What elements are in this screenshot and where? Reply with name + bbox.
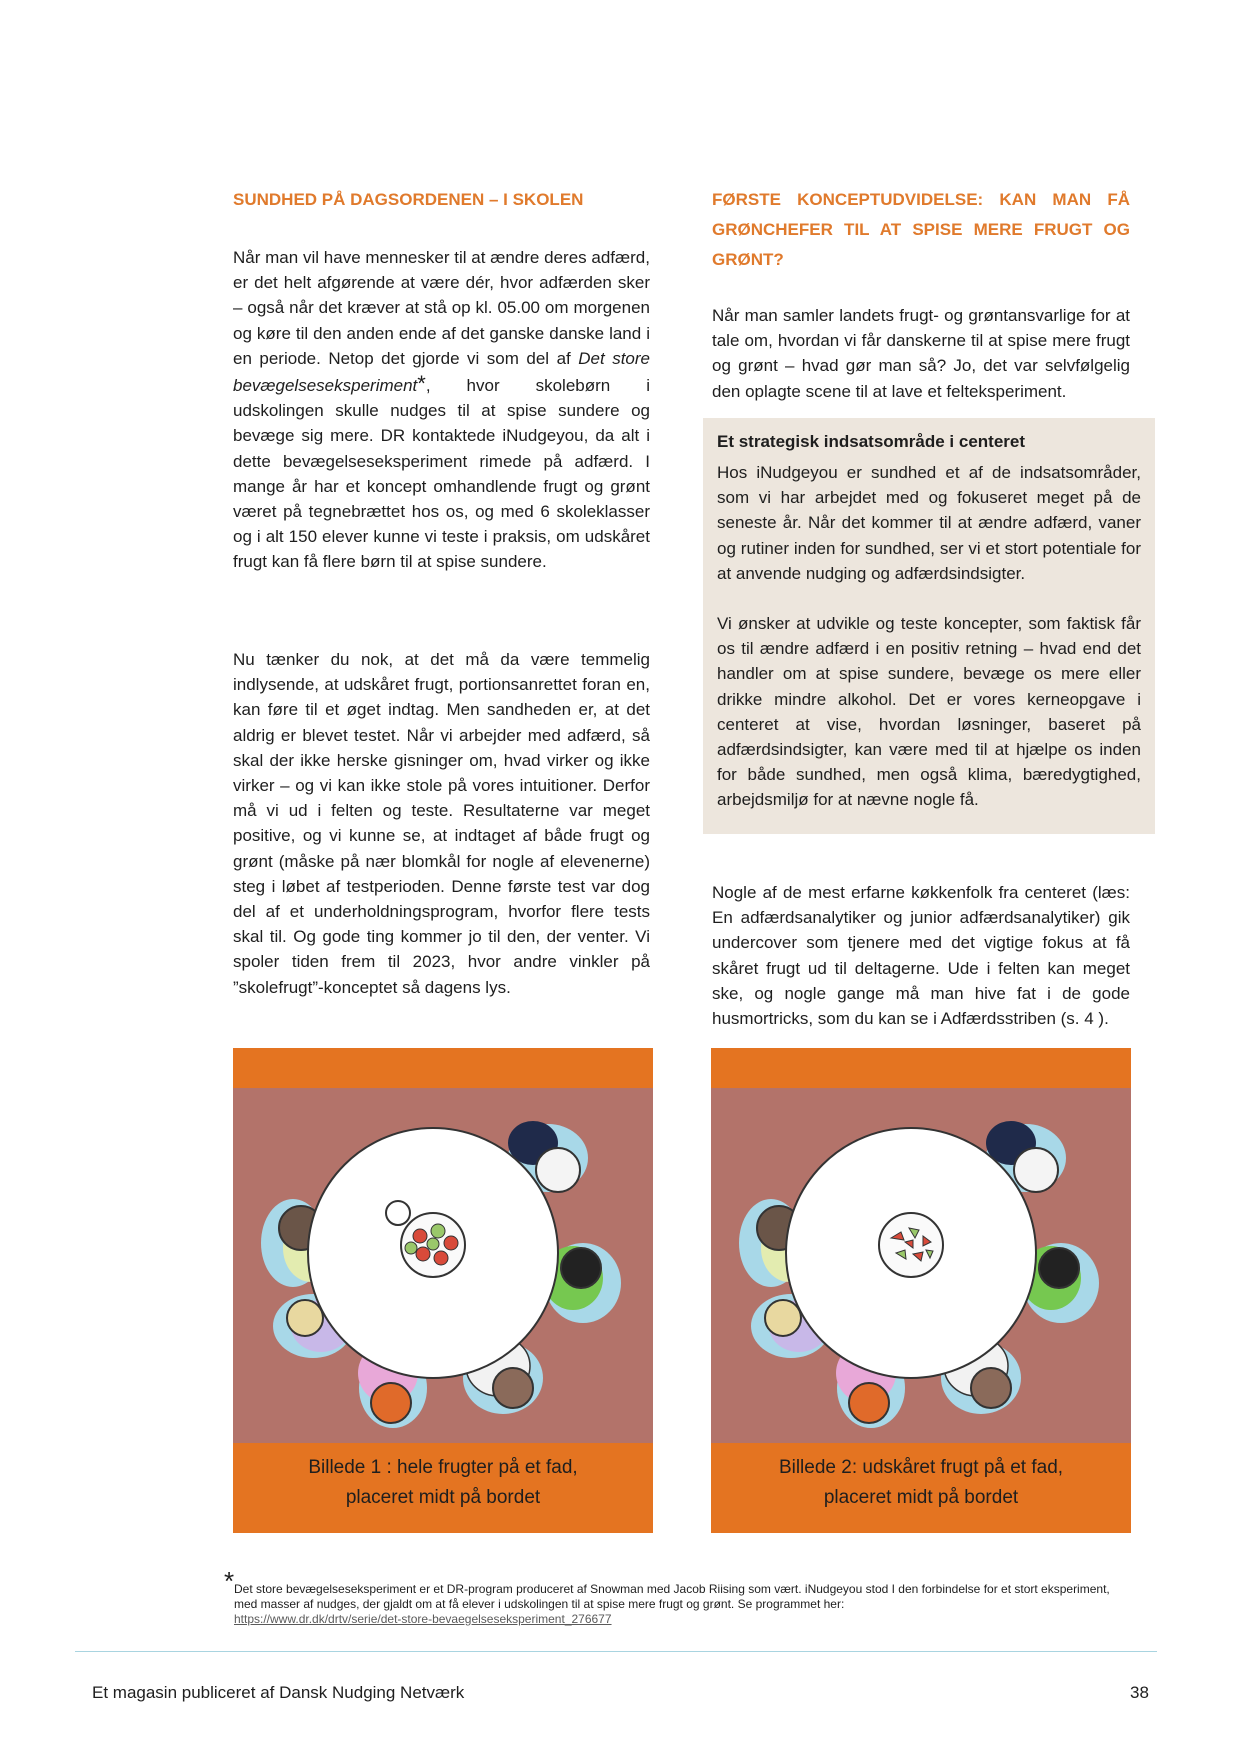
left-paragraph-1-part-a: Når man vil have mennesker til at ændre deres adfærd, er det helt afgørende at være dér, hvor adfærden sker – også når det kræver at stå op kl. 05.00 om morgenen og køre til den anden ende af det ganske danske land i en periode. Netop det gjorde vi som del af bbox=[233, 248, 650, 368]
illustration-2-caption-line-1: Billede 2: udskåret frugt på et fad, bbox=[778, 1457, 1064, 1478]
round-table-cut-fruit-illustration bbox=[711, 1088, 1131, 1443]
right-heading: FØRSTE KONCEPTUDVIDELSE: KAN MAN FÅ GRØNCHEFER TIL AT SPISE MERE FRUGT OG GRØNT? bbox=[712, 190, 1130, 269]
illustration-1 bbox=[233, 1048, 653, 1533]
illustration-1-caption bbox=[233, 1453, 653, 1513]
left-paragraph-2: Nu tænker du nok, at det må da være temmelig indlysende, at udskåret frugt, portionsanrettet foran en, kan føre til et øget indtag. Men sandheden er, at det aldrig er blevet testet. Når vi arbejder med adfærd, så skal der ikke herske gisninger om, hvad virker og ikke virker – og vi kan ikke stole på vores intuitioner. Derfor må vi ud i felten og teste. Resultaterne var meget positive, og vi kunne se, at indtaget af både frugt og grønt (måske på nær blomkål for nogle af elevenerne) steg i løbet af testperioden. Denne første test var dog del af et underholdningsprogram, hvorfor flere tests skal til. Og gode ting kommer jo til den, der venter. Vi spoler tiden frem til 2023, hvor andre vinkler på ”skolefrugt”-konceptet så dagens lys. bbox=[233, 650, 650, 997]
illustration-2-caption bbox=[711, 1453, 1131, 1513]
footer-divider bbox=[75, 1651, 1157, 1652]
illustration-2-caption-line-2: placeret midt på bordet bbox=[823, 1487, 1019, 1508]
program-title-italic: Det store bevægelseseksperiment bbox=[233, 348, 650, 396]
small-plate bbox=[386, 1201, 410, 1225]
illustration-2-scene bbox=[711, 1088, 1131, 1443]
round-table-whole-fruit-illustration bbox=[233, 1088, 653, 1443]
illustration-1-scene bbox=[233, 1088, 653, 1443]
left-paragraph-1-part-b: , hvor skolebørn i udskolingen skulle nudges til at spise sundere og bevæge sig mere. DR kontaktede iNudgeyou, da alt i dette bevægelseseksperiment rimede på adfærd. I mange år har et koncept omhandlende frugt og grønt været på tegnebrættet hos os, og med 6 skoleklasser og i alt 150 elever kunne vi teste i praksis, om udskåret frugt kan få flere børn til at spise sundere. bbox=[233, 376, 650, 572]
footnote-star: * bbox=[224, 1566, 235, 1596]
illustration-2 bbox=[711, 1048, 1131, 1533]
left-paragraph-1 bbox=[233, 245, 650, 575]
footer-publisher: Et magasin publiceret af Dansk Nudging Netværk bbox=[92, 1683, 465, 1702]
footnote bbox=[224, 1566, 1134, 1627]
illustration-1-caption-line-1: Billede 1 : hele frugter på et fad, bbox=[308, 1457, 578, 1478]
left-heading: SUNDHED PÅ DAGSORDENEN – I SKOLEN bbox=[233, 190, 584, 209]
footnote-text: Det store bevægelseseksperiment er et DR-program produceret af Snowman med Jacob Riising som vært. iNudgeyou stod I den forbindelse for et stort eksperiment, med masser af nudges, der gjaldt om at få elever i udskolingen til at spise mere frugt og grønt. Se programmet her: bbox=[234, 1582, 1110, 1611]
right-paragraph-2: Nogle af de mest erfarne køkkenfolk fra centeret (læs: En adfærdsanalytiker og junior adfærdsanalytiker) gik undercover som tjenere med det vigtige fokus at få skåret frugt ud til deltagerne. Ude i felten kan meget ske, og nogle gange må man hive fat i de gode husmortricks, som du kan se i Adfærdsstriben (s. 4 ). bbox=[712, 883, 1130, 1029]
sidebar-box bbox=[703, 418, 1155, 834]
program-link[interactable]: https://www.dr.dk/drtv/serie/det-store-bevaegelseseksperiment_276677 bbox=[234, 1612, 612, 1626]
sidebar-box-paragraph-2: Vi ønsker at udvikle og teste koncepter, som faktisk får os til ændre adfærd i en positiv retning – hvad end det handler om at spise sundere, bevæge os mere eller drikke mindre alkohol. Det er vores kerneopgave i centeret at vise, hvordan løsninger, baseret på adfærdsindsigter, kan være med til at hjælpe os inden for både sundhed, men også klima, bæredygtighed, arbejdsmiljø for at nævne nogle få. bbox=[717, 614, 1141, 810]
footnote-marker: * bbox=[417, 371, 426, 397]
sidebar-box-title: Et strategisk indsatsområde i centeret bbox=[717, 432, 1026, 451]
illustration-1-caption-line-2: placeret midt på bordet bbox=[345, 1487, 541, 1508]
right-paragraph-1: Når man samler landets frugt- og grøntansvarlige for at tale om, hvordan vi får danskerne til at spise mere frugt og grønt – hvad gør man så? Jo, det var selvfølgelig den oplagte scene til at lave et felteksperiment. bbox=[712, 306, 1130, 401]
sidebar-box-paragraph-1: Hos iNudgeyou er sundhed et af de indsatsområder, som vi har arbejdet med og fokuseret meget på de seneste år. Når det kommer til at ændre adfærd, vaner og rutiner inden for sundhed, ser vi et stort potentiale for at anvende nudging og adfærdsindsigter. bbox=[717, 463, 1141, 583]
page-number: 38 bbox=[1130, 1683, 1149, 1702]
